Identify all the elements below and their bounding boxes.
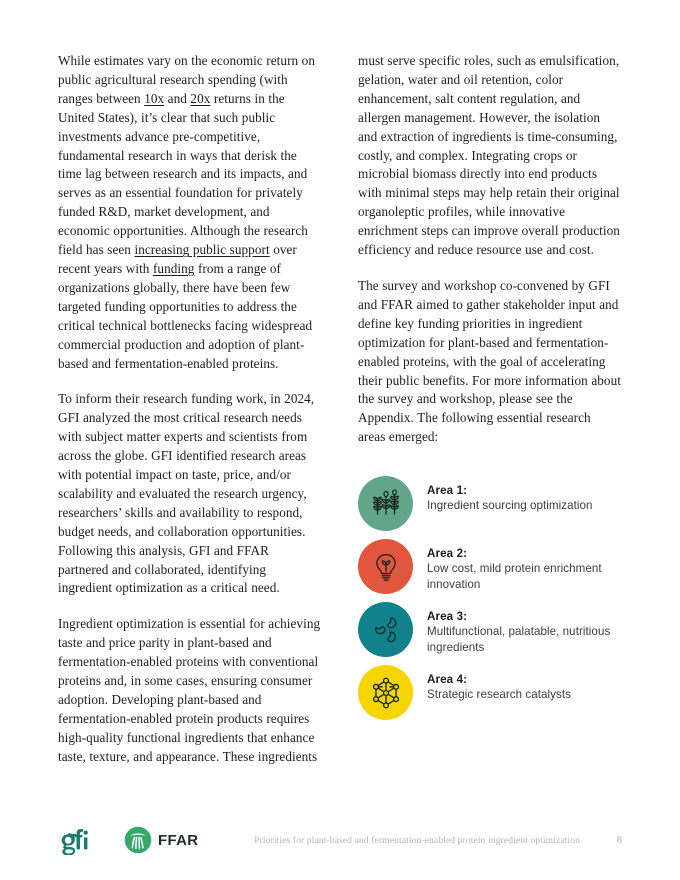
list-item [358, 602, 621, 657]
area-description: Low cost, mild protein enrichment innovation [427, 562, 602, 591]
paragraph-1: While estimates vary on the economic return on public agricultural research spending (with ranges between 10x and 20x returns in the United States), it’s clear that such public investments advance pre-competitive, fundamental research in ways that derisk the time lag between research and its impacts, and serves as an essential foundation for privately funded R&D, market development, and economic opportunities. Although the research field has seen increasing public support over recent years with funding from a range of organizations globally, there have been few targeted funding opportunities to address the critical technical bottlenecks facing widespread commercial production and adoption of plant-based and fermentation-enabled proteins. [58, 53, 316, 371]
inline-link[interactable]: 10x [144, 90, 165, 106]
area-2-badge [358, 539, 413, 594]
area-4-badge [358, 665, 413, 720]
gfi-logo [58, 825, 102, 855]
left-column [58, 52, 321, 767]
ffar-logo [124, 826, 198, 854]
inline-link[interactable]: 20x [190, 90, 211, 106]
list-item [358, 665, 621, 720]
paragraph-3: Ingredient optimization is essential for achieving taste and price parity in plant-based and fermentation-enabled proteins with conventional proteins and, in some cases, ensuring consumer adoption. Developing plant-based and fermentation-enabled protein products requires high-quality functional ingredients that enhance taste, texture, and appearance. These ingredients [58, 616, 321, 764]
area-title: Area 4: [427, 673, 468, 687]
area-2-text [427, 539, 621, 592]
area-title: Area 1: [427, 484, 468, 498]
paragraph-4: must serve specific roles, such as emulsification, gelation, water and oil retention, color enhancement, salt content regulation, and allergen management. However, the isolation and extraction of ingredients is time-consuming, costly, and complex. Integrating crops or microbial biomass directly into end products with minimal steps may help retain their original organoleptic profiles, while innovative enrichment steps can improve overall production efficiency and reduce resource use and cost. [358, 53, 620, 258]
area-description: Multifunctional, palatable, nutritious ingredients [427, 625, 611, 654]
area-description: Strategic research catalysts [427, 688, 572, 702]
paragraph-5: The survey and workshop co-convened by GFI and FFAR aimed to gather stakeholder input and define key funding priorities in ingredient optimization for plant-based and fermentation-enabled proteins, with the goal of accelerating their public benefits. For more information about the survey and workshop, please see the Appendix. The following essential research areas emerged: [358, 277, 621, 445]
area-4-text [427, 665, 571, 703]
page-footer [58, 820, 622, 860]
area-3-text [427, 602, 621, 655]
molecular-lattice-icon [369, 676, 403, 710]
area-1-badge [358, 476, 413, 531]
area-3-badge [358, 602, 413, 657]
area-title: Area 3: [427, 610, 468, 624]
paragraph-2: To inform their research funding work, in 2024, GFI analyzed the most critical research needs with subject matter experts and scientists from across the globe. GFI identified research areas with potential impact on taste, price, and/or scalability and evaluated the research urgency, researchers’ skills and availability to respond, budget needs, and collaboration opportunities. Following this analysis, GFI and FFAR partnered and collaborated, identifying ingredient optimization as a critical need. [58, 391, 315, 596]
area-title: Area 2: [427, 547, 468, 561]
area-1-text [427, 476, 593, 514]
two-column-body [58, 52, 622, 767]
inline-link[interactable]: funding [152, 260, 195, 276]
right-column [358, 52, 621, 767]
ffar-mark-icon [124, 826, 152, 854]
list-item [358, 476, 621, 531]
list-item [358, 539, 621, 594]
research-areas-list [358, 476, 621, 720]
beans-icon [369, 613, 403, 647]
footer-note: Priorities for plant-based and fermentation-enabled protein ingredient optimization [254, 834, 580, 846]
inline-link[interactable]: increasing public support [134, 242, 270, 258]
ffar-logo-label: FFAR [158, 831, 199, 849]
page-number: 8 [616, 834, 622, 846]
lightbulb-sprout-icon [370, 551, 402, 583]
wheat-stalks-icon [369, 487, 403, 521]
area-description: Ingredient sourcing optimization [427, 499, 593, 513]
